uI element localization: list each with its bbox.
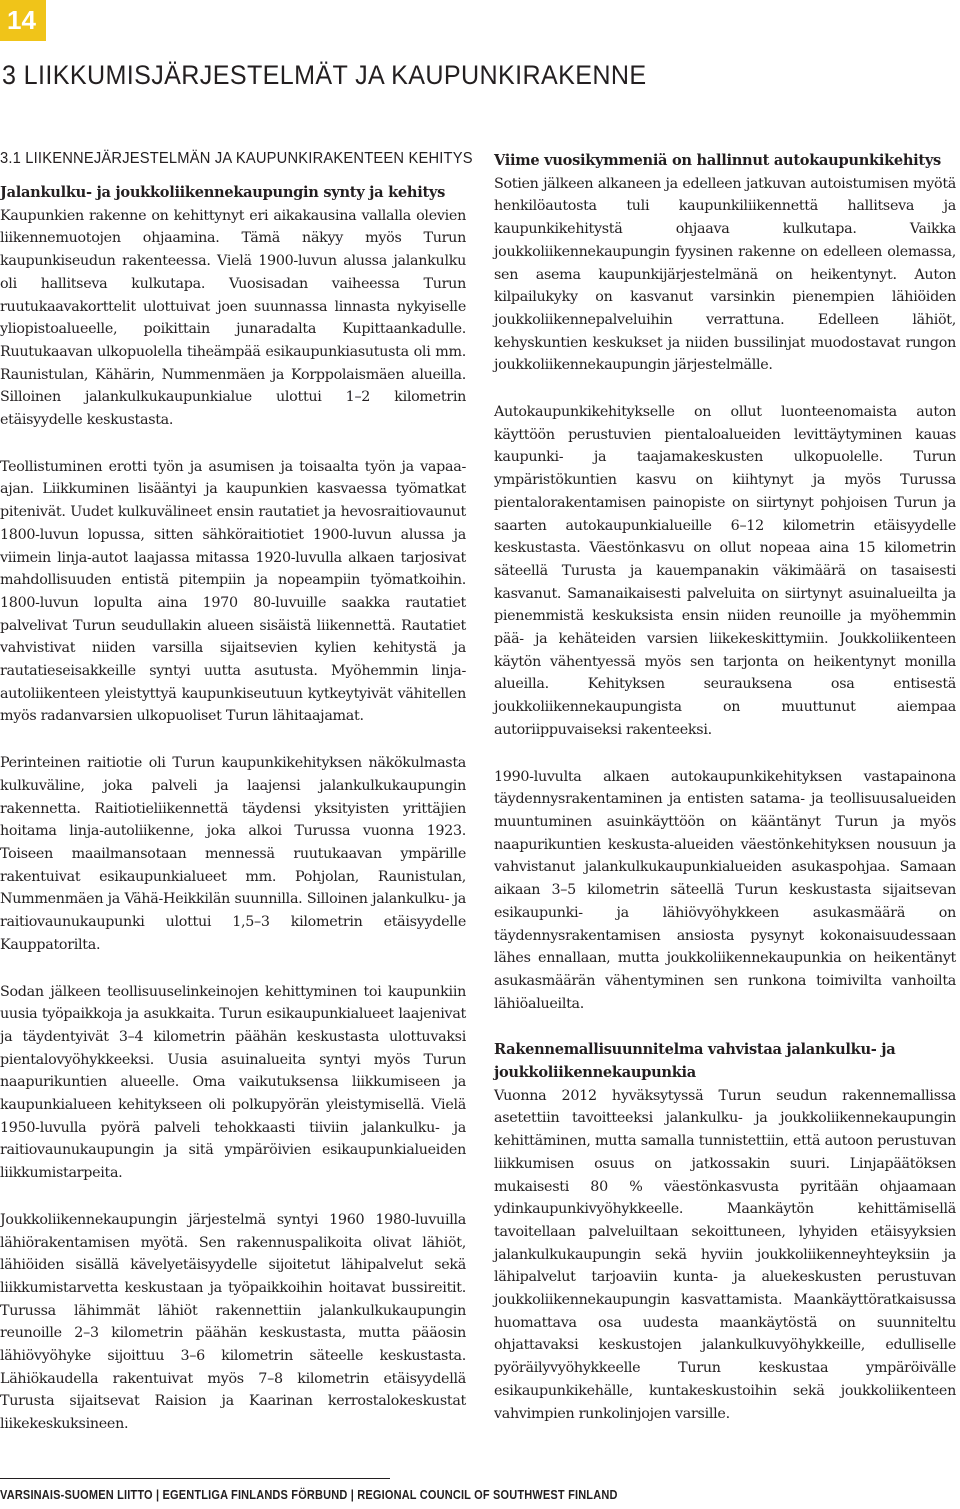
page-number: 14: [0, 0, 46, 41]
section-heading: 3.1 LIIKENNEJÄRJESTELMÄN JA KAUPUNKIRAKENTEEN KEHITYS: [0, 150, 473, 167]
subheading-car-city: Viime vuosikymmeniä on hallinnut autokaupunkikehitys: [494, 152, 941, 169]
paragraph: 1990-luvulta alkaen autokaupunkikehityksen vastapainona täydennysrakentaminen ja entisten satama- ja teollisuusalueiden muuntuminen asuinkäyttöön on kääntänyt Turun ja myös naapurikuntien keskusta-alueiden väestönkehityksen nousuun ja vahvistanut jalankulkukaupunkialueiden asukaspohjaa. Samaan aikaan 3–5 kilometrin säteellä Turun keskustasta sijaitsevan esikaupunki- ja lähiövyöhykkeen asukasmäärä on täydennysrakentamisen ansiosta pysynyt kokonaisuudessaan lähes ennallaan, mutta joukkoliikennekaupunkia on heikentänyt asukasmäärän vähentyminen sen runkona toimivilta vanhoilta lähiöalueilta.: [494, 768, 956, 1012]
paragraph: Autokaupunkikehitykselle on ollut luonteenomaista auton käyttöön perustuvien pientaloalueiden levittäytyminen kauas kaupunki- ja taajamakeskusten ulkopuolelle. Turun ympäristökuntien kasvu on kiihtynyt ja myös Turussa pientalorakentamisen painopiste on siirtynyt pohjoisen Turun ja saarten autokaupunkialueille 6–12 kilometrin etäisyydelle keskustasta. Väestönkasvu on ollut nopeaa aina 15 kilometrin säteellä Turusta ja kauempanakin väkimäärä on tasaisesti kasvanut. Samanaikaisesti palveluita on siirtynyt asuinalueilta ja pienemmistä keskuksista ensin niiden reunoille ja myöhemmin pää- ja kehäteiden varsien liikekeskittymiin. Joukkoliikenteen käytön vähentyessä myös sen tarjonta on heikentynyt monilla alueilla. Kehityksen seurauksena osa entisestä joukkoliikennekaupungista on muuttunut aiempaa autoriippuvaiseksi rakenteeksi.: [494, 404, 956, 738]
footer-rule: [0, 1478, 390, 1479]
paragraph: Kaupunkien rakenne on kehittynyt eri aikakausina vallalla olevien liikennemuotojen ohjaamina. Tämä näkyy myös Turun kaupunkiseudun rakenteessa. Vielä 1900-luvun alussa jalankulku oli hallitseva kulkutapa. Vuosisadan vaiheessa Turun ruutukaavakorttelit ulottuivat joen suunnassa linnasta nykyiselle yliopistoalueelle, poikittain junaradalta Kupittaankadulle. Ruutukaavan ulkopuolella tiheämpää esikaupunkiasutusta oli mm. Raunistulan, Kähärin, Nummenmäen ja Korppolaismäen alueilla. Silloinen jalankulkukaupunkialue ulottui 1–2 kilometrin etäisyydelle keskustasta.: [0, 207, 466, 429]
paragraph: Sodan jälkeen teollisuuselinkeinojen kehittyminen toi kaupunkiin uusia työpaikkoja ja asukkaita. Turun esikaupunkialueet laajenivat ja täydentyivät 3–4 kilometrin päähän keskustasta ulottuvaksi pientalovyöhykkeeksi. Uusia asuinalueita syntyi myös Turun naapurikuntien alueelle. Oma vaikutuksensa liikkumiseen ja kaupunkialueen kehitykseen oli polkupyörän yleistymisellä. Vielä 1950-luvulla pyörä palveli tehokkaasti tiiviin jalankulku- ja raitiovaunukaupungin ja sitä ympäröivien esikaupunkialueiden liikkumistarpeita.: [0, 983, 466, 1182]
paragraph: Teollistuminen erotti työn ja asumisen ja toisaalta työn ja vapaa-ajan. Liikkuminen lisääntyi ja kaupunkien kasvaessa työmatkat pitenivät. Uudet kulkuvälineet ensin rautatiet ja hevosraitiovaunut 1800-luvun lopussa, sitten sähköraitiotiet 1900-luvun alussa ja viimein linja-autot laajassa mitassa 1920-luvulla alkaen tarjosivat mahdollisuuden entistä pitempiin ja nopeampiin työmatkoihin. 1800-luvun lopulta aina 1970 80-luvuille saakka rautatiet palvelivat Turun seudullakin alueen sisäistä liikennettä. Rautatiet vahvistivat niiden varsilla sijaitsevien kylien kehitystä ja rautatieseisakkeille syntyi uutta asutusta. Myöhemmin linja-autoliikenteen yleistyttyä kaupunkiseutuun kytkeytyivät vähitellen myös radanvarsien ulkopuoliset Turun lähitaajamat.: [0, 458, 466, 725]
subheading-structure-model: Rakennemallisuunnitelma vahvistaa jalankulku- ja joukkoliikennekaupunkia: [494, 1041, 896, 1082]
paragraph: Vuonna 2012 hyväksytyssä Turun seudun rakennemallissa asetettiin tavoitteeksi jalankulku- ja joukkoliikennekaupungin kehittäminen, mutta samalla tunnistettiin, että autoon perustuvan liikkumisen osuus on jatkossakin suuri. Linjapäätöksen mukaisesti 80 % väestönkasvusta pyritään ohjaamaan ydinkaupunkivyöhykkeelle. Maankäytön kehittämisellä tavoitellaan palveluiltaan sekoittuneen, lyhyiden etäisyyksien jalankulkukaupungin sekä hyviin joukkoliikenneyhteyksiin ja lähipalvelut tarjoaviin kunta- ja aluekeskusten perustuvan joukkoliikennekaupungin kasvattamista. Maankäyttöratkaisussa huomattava osa uudesta maankäytöstä on suunniteltu ohjattavaksi keskustojen jalankulkuvyöhykkeille, edulliselle pyöräilyvyöhykkeelle Turun keskustaa ympäröivälle esikaupunkikehälle, kuntakeskustoihin sekä joukkoliikenteen vahvimpien runkolinjojen varsille.: [494, 1087, 956, 1422]
paragraph: Sotien jälkeen alkaneen ja edelleen jatkuvan autoistumisen myötä henkilöautosta tuli kaupunkiliikennettä hallitseva ja kaupunkikehitystä ohjaava kulkutapa. Vaikka joukkoliikennekaupungin fyysinen rakenne on edelleen olemassa, sen asema kaupunkijärjestelmänä on heikentynyt. Auton kilpailukyky on kasvanut varsinkin pienempien lähiöiden joukkoliikennepalveluihin verrattuna. Edelleen lähiöt, kehyskuntien keskukset ja niiden bussilinjat muodostavat rungon joukkoliikennekaupungin järjestelmälle.: [494, 175, 956, 374]
footer: VARSINAIS-SUOMEN LIITTO | EGENTLIGA FINLANDS FÖRBUND | REGIONAL COUNCIL OF SOUTHWEST FINLAND: [0, 1488, 618, 1502]
subheading-pedestrian-city: Jalankulku- ja joukkoliikennekaupungin synty ja kehitys: [0, 184, 445, 201]
right-column: [494, 150, 956, 1449]
paragraph: Perinteinen raitiotie oli Turun kaupunkikehityksen näkökulmasta kulkuväline, joka palveli ja laajensi jalankulkukaupungin rakennetta. Raitiotieliikennettä täydensi yksityisten yrittäjien hoitama linja-autoliikenne, joka alkoi Turussa vuonna 1923. Toiseen maailmansotaan mennessä ruutukaavan ympärille rakentuivat esikaupunkialueet mm. Pohjolan, Raunistulan, Nummenmäen ja Vähä-Heikkilän suunnilla. Silloinen jalankulku- ja raitiovaunukaupunki ulottui 1,5–3 kilometrin etäisyydelle Kauppatorilta.: [0, 755, 466, 953]
paragraph: Joukkoliikennekaupungin järjestelmä syntyi 1960 1980-luvuilla lähiörakentamisen myötä. Sen rakennuspalikoita olivat lähiöt, lähiöiden sisällä kävelyetäisyydelle sijoitetut lähipalvelut sekä liikkumistarvetta keskustaan ja työpaikkoihin hoitavat bussireitit. Turussa lähimmät lähiöt rakennettiin jalankulkukaupungin reunoille 2–3 kilometrin päähän keskustasta, mutta pääosin lähiövyöhyke sijoittuu 3–6 kilometrin säteelle keskustasta. Lähiökaudella rakentuivat myös 7–8 kilometrin etäisyydellä Turusta sijaitsevat Raision ja Kaarinan kerrostalokeskustat liikekeskuksineen.: [0, 1211, 466, 1433]
chapter-title: 3 LIIKKUMISJÄRJESTELMÄT JA KAUPUNKIRAKENNE: [2, 60, 647, 90]
left-column: [0, 150, 473, 1460]
